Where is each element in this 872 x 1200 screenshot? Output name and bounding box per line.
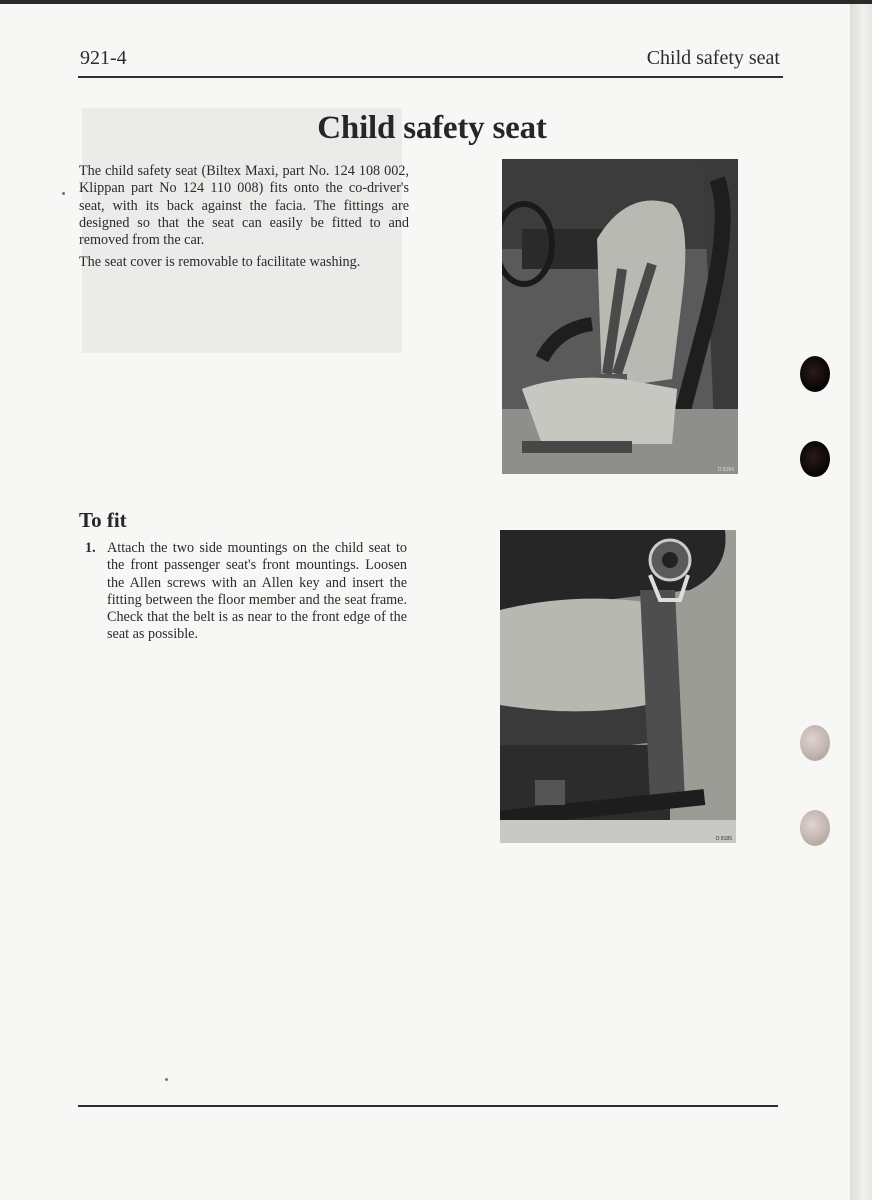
- intro-paragraph: The child safety seat (Biltex Maxi, part No. 124 108 002, Klippan part No 124 110 008) fits onto the co-driver's seat, with its back against the facia. The fittings are designed so that the seat can easily be fitted to and removed from the car.: [79, 163, 409, 249]
- binder-hole: [800, 356, 830, 392]
- washing-note: The seat cover is removable to facilitate washing.: [79, 254, 361, 270]
- page-edge: [850, 0, 872, 1200]
- page-title: Child safety seat: [317, 110, 547, 146]
- mounting-detail-photo: [500, 530, 736, 843]
- top-edge: [0, 0, 872, 4]
- binder-hole: [800, 441, 830, 477]
- figure-code: D 8185: [715, 836, 732, 842]
- paper-fleck: [165, 1078, 168, 1081]
- step-text: Attach the two side mountings on the child seat to the front passenger seat's front mountings. Loosen the Allen screws with an Allen key and insert the fitting between the floor member and the seat frame. Check that the belt is as near to the front edge of the seat as possible.: [107, 540, 407, 643]
- header-rule: [78, 76, 783, 78]
- binder-hole: [800, 810, 830, 846]
- footer-rule: [78, 1105, 778, 1107]
- binder-hole: [800, 725, 830, 761]
- section-title: Child safety seat: [646, 47, 780, 69]
- figure-code: D 8184: [717, 467, 734, 473]
- to-fit-heading: To fit: [79, 508, 127, 532]
- paper-fleck: [62, 192, 65, 195]
- step-number: 1.: [85, 540, 96, 556]
- child-seat-photo: [502, 159, 738, 474]
- section-number: 921-4: [80, 47, 127, 69]
